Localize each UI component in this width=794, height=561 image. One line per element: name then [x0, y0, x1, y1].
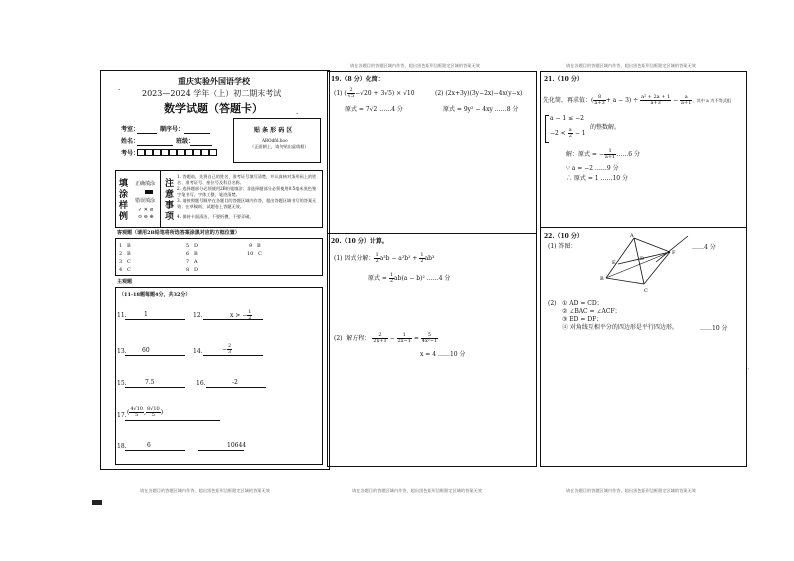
- fig-line-ext: [656, 236, 688, 262]
- fig-label-e: E: [612, 260, 616, 266]
- q21-system-tail: 的整数解。: [590, 124, 621, 131]
- q21-step1: 解：原式 = − $\frac{1}{a+1}$ ……6 分: [566, 148, 640, 160]
- fill-blank-header: （11-18题每题4分，共32分）: [119, 292, 191, 298]
- q19-q20-divider: [327, 233, 537, 234]
- fig-label-b: B: [600, 276, 604, 282]
- q21-system-1: a − 1 ≤ −2: [550, 115, 584, 122]
- q22-part2-3: ③ ED = DF；: [562, 316, 603, 323]
- q16-no: 16.: [196, 380, 206, 387]
- q22-part2-score: ……10 分: [700, 325, 728, 332]
- q22-head: 22.（10 分）: [544, 233, 583, 240]
- q19-part2-answer: 原式 = 9y² − 4xy ……8 分: [443, 106, 519, 113]
- footer-note-col2: 请在各题目的答题区域内作答，超出黑色矩形边框限定区域的答案无效: [352, 488, 482, 493]
- q17-answer: ( $\frac{4√10}{5}$ , $\frac{8√10}{5}$ ): [127, 406, 164, 418]
- notice-item-1: 1. 答题前，先将自己的姓名、准考证号填写清楚，并认真核对条形码上的姓名、准考证号、座位号及科目名称。: [177, 174, 317, 185]
- q21-expression: 先化简，再求值：( $\frac{8}{a+3}$ + a − 3) ÷ $\frac{\text{a² + 2a + 1}}{a+3}$ − $\frac{a}{a+1}$ ，其中 a 为不等式组: [543, 94, 732, 106]
- q22-part2-no: (2): [548, 300, 557, 307]
- fig-side-bc: [606, 278, 644, 284]
- corner-mark: [92, 500, 102, 505]
- subject-title: 数学试题（答题卡）: [164, 102, 263, 115]
- q17-no: 17.: [117, 412, 127, 419]
- corner-dot-2: ·: [296, 110, 299, 118]
- q18-no: 18.: [117, 443, 127, 450]
- class-label: 班级：: [176, 138, 195, 145]
- notice-label: 注意事项: [165, 179, 175, 222]
- q22-part1-score: ……4 分: [692, 244, 716, 251]
- q15-answer: 7.5: [145, 379, 155, 386]
- choice-header: 客观题（请用2B铅笔将所选答案涂黑对应的方框位置）: [117, 230, 240, 236]
- choice-1: 1 B: [119, 243, 131, 249]
- exam-no-label: 考号：: [121, 150, 140, 157]
- exam-room-label: 考室：: [121, 126, 140, 133]
- fig-label-f: F: [672, 250, 676, 256]
- fill-sample-wrong-marks: ✓ ✕ ⊘: [138, 207, 154, 213]
- footer-note-col3: 请在各题目的答题区域内作答，超出黑色矩形边框限定区域的答案无效: [566, 488, 696, 493]
- q20-part2: (2) 解方程： $\frac{2}{2x+1}$ − $\frac{1}{2x-1}$ = $\frac{5}{\text{4x²−1}}$: [334, 332, 438, 344]
- choice-4: 4 C: [119, 267, 131, 273]
- corner-dot-1: ·: [118, 86, 121, 94]
- q13-answer: 60: [142, 347, 150, 354]
- q11-answer: 1: [144, 311, 148, 318]
- q19-part1: (1) ( $\frac{2}{√5}$ −√20 + 3√5) × √10: [334, 87, 415, 99]
- q13-no: 13.: [117, 348, 127, 355]
- q18-answer-a: 6: [147, 442, 151, 449]
- q21-system-2: −2 < $\frac{a}{2}$ − 1: [550, 127, 586, 139]
- choice-2: 2 B: [119, 251, 131, 257]
- fill-sample-wrong: 错误填涂: [135, 198, 156, 204]
- q22-part2-4: ④ 对角线互相平分的四边形是平行四边形。: [562, 324, 678, 331]
- q19-head: 19.（8 分）化简：: [331, 76, 384, 83]
- q19-part1-answer: 原式 = 7√2 ……4 分: [345, 106, 403, 113]
- q14-answer: − $\frac{2}{3}$: [222, 343, 232, 355]
- q21-step3: ∴ 原式 = 1 ……10 分: [566, 175, 629, 182]
- q20-part1: (1) 因式分解： $\frac{1}{2}$ a³b − a²b² + $\frac{1}{2}$ ab³: [334, 252, 435, 264]
- header-note-col3: 请在各题目的答题区域内作答，超出黑色矩形边框限定区域的答案无效: [566, 63, 696, 68]
- q15-no: 15.: [117, 380, 127, 387]
- answer-card-col2: [327, 71, 537, 467]
- q12-no: 12.: [193, 312, 203, 319]
- subjective-label: 主观题: [117, 279, 133, 285]
- q21-q22-divider: [540, 227, 747, 228]
- name-label: 姓名：: [121, 138, 140, 145]
- answer-card-col1: [100, 70, 330, 470]
- seat-no-label: 顺序号：: [160, 126, 185, 133]
- notice-item-2: 2. 选择题部分必须使用2B铅笔填涂；非选择题部分必须使用0.5毫米黑色签字笔书写，字体工整、笔迹清楚。: [177, 186, 317, 197]
- fig-label-d: D: [640, 256, 645, 262]
- q11-no: 11.: [117, 312, 127, 319]
- notice-item-4: 4. 保持卡面清洁，不要折叠，不要弄破。: [177, 214, 254, 219]
- footer-note-col1: 请在各题目的答题区域内作答，超出黑色矩形边框限定区域的答案无效: [140, 488, 270, 493]
- fill-sample-label: 填涂样例: [119, 179, 129, 222]
- fig-label-a: A: [630, 233, 634, 239]
- q21-head: 21.（10 分）: [544, 76, 583, 83]
- barcode-title: 贴 条 形 码 区: [254, 127, 293, 134]
- q21-step2: ∵ a = −2 ……9 分: [566, 165, 619, 172]
- choice-8: 8 D: [186, 267, 198, 273]
- q12-answer: x > − $\frac{1}{2}$: [230, 309, 252, 321]
- q14-no: 14.: [193, 348, 203, 355]
- choice-3: 3 C: [119, 259, 131, 265]
- choice-9: 9 B: [249, 243, 261, 249]
- fill-sample-wrong-marks2: ⊙ ⊖ ⊕: [138, 214, 154, 220]
- edge-dot: ·: [748, 366, 750, 372]
- barcode-note: （正面朝上，请勿贴出虚线框）: [250, 144, 309, 149]
- header-note-col2: 请在各题目的答题区域内作答，超出黑色矩形边框限定区域的答案无效: [350, 63, 480, 68]
- choice-5: 5 D: [186, 243, 198, 249]
- q22-part1: (1) 答图：: [548, 243, 577, 250]
- term-title: 2023—2024 学年（上）初二期末考试: [142, 89, 282, 98]
- barcode-sub: ABOdfd.hoo: [262, 138, 288, 143]
- fill-sample-correct: 正确填涂: [135, 181, 156, 187]
- q20-head: 20.（10 分）计算。: [331, 238, 388, 245]
- choice-10: 10 C: [247, 251, 262, 257]
- notice-item-3: 3. 请按照题号顺序在各题目的答题区域内作答，超出答题区域书写的答案无效；在草稿纸、试题卷上答题无效。: [177, 198, 317, 209]
- fig-side-fa: [634, 238, 670, 252]
- choice-7: 7 A: [186, 259, 198, 265]
- q18-answer-b: 10644: [227, 442, 247, 449]
- q22-figure: [596, 232, 694, 296]
- choice-6: 6 B: [186, 251, 198, 257]
- q19-part2: (2) (2x+3y)(3y−2x)−4x(y−x): [435, 90, 523, 97]
- q22-part2-2: ② ∠BAC = ∠ACF；: [562, 308, 621, 315]
- school-name: 重庆实验外国语学校: [178, 76, 250, 86]
- q16-answer: -2: [232, 379, 238, 386]
- q20-part2-answer: x = 4 ……10 分: [420, 351, 466, 358]
- q22-part2-1: ① AD = CD；: [562, 300, 603, 307]
- fig-label-c: C: [644, 288, 648, 294]
- q20-part1-answer: 原式 = $\frac{1}{2}$ ab(a − b)² ……4 分: [368, 272, 451, 284]
- q21-system-brace: [545, 115, 549, 143]
